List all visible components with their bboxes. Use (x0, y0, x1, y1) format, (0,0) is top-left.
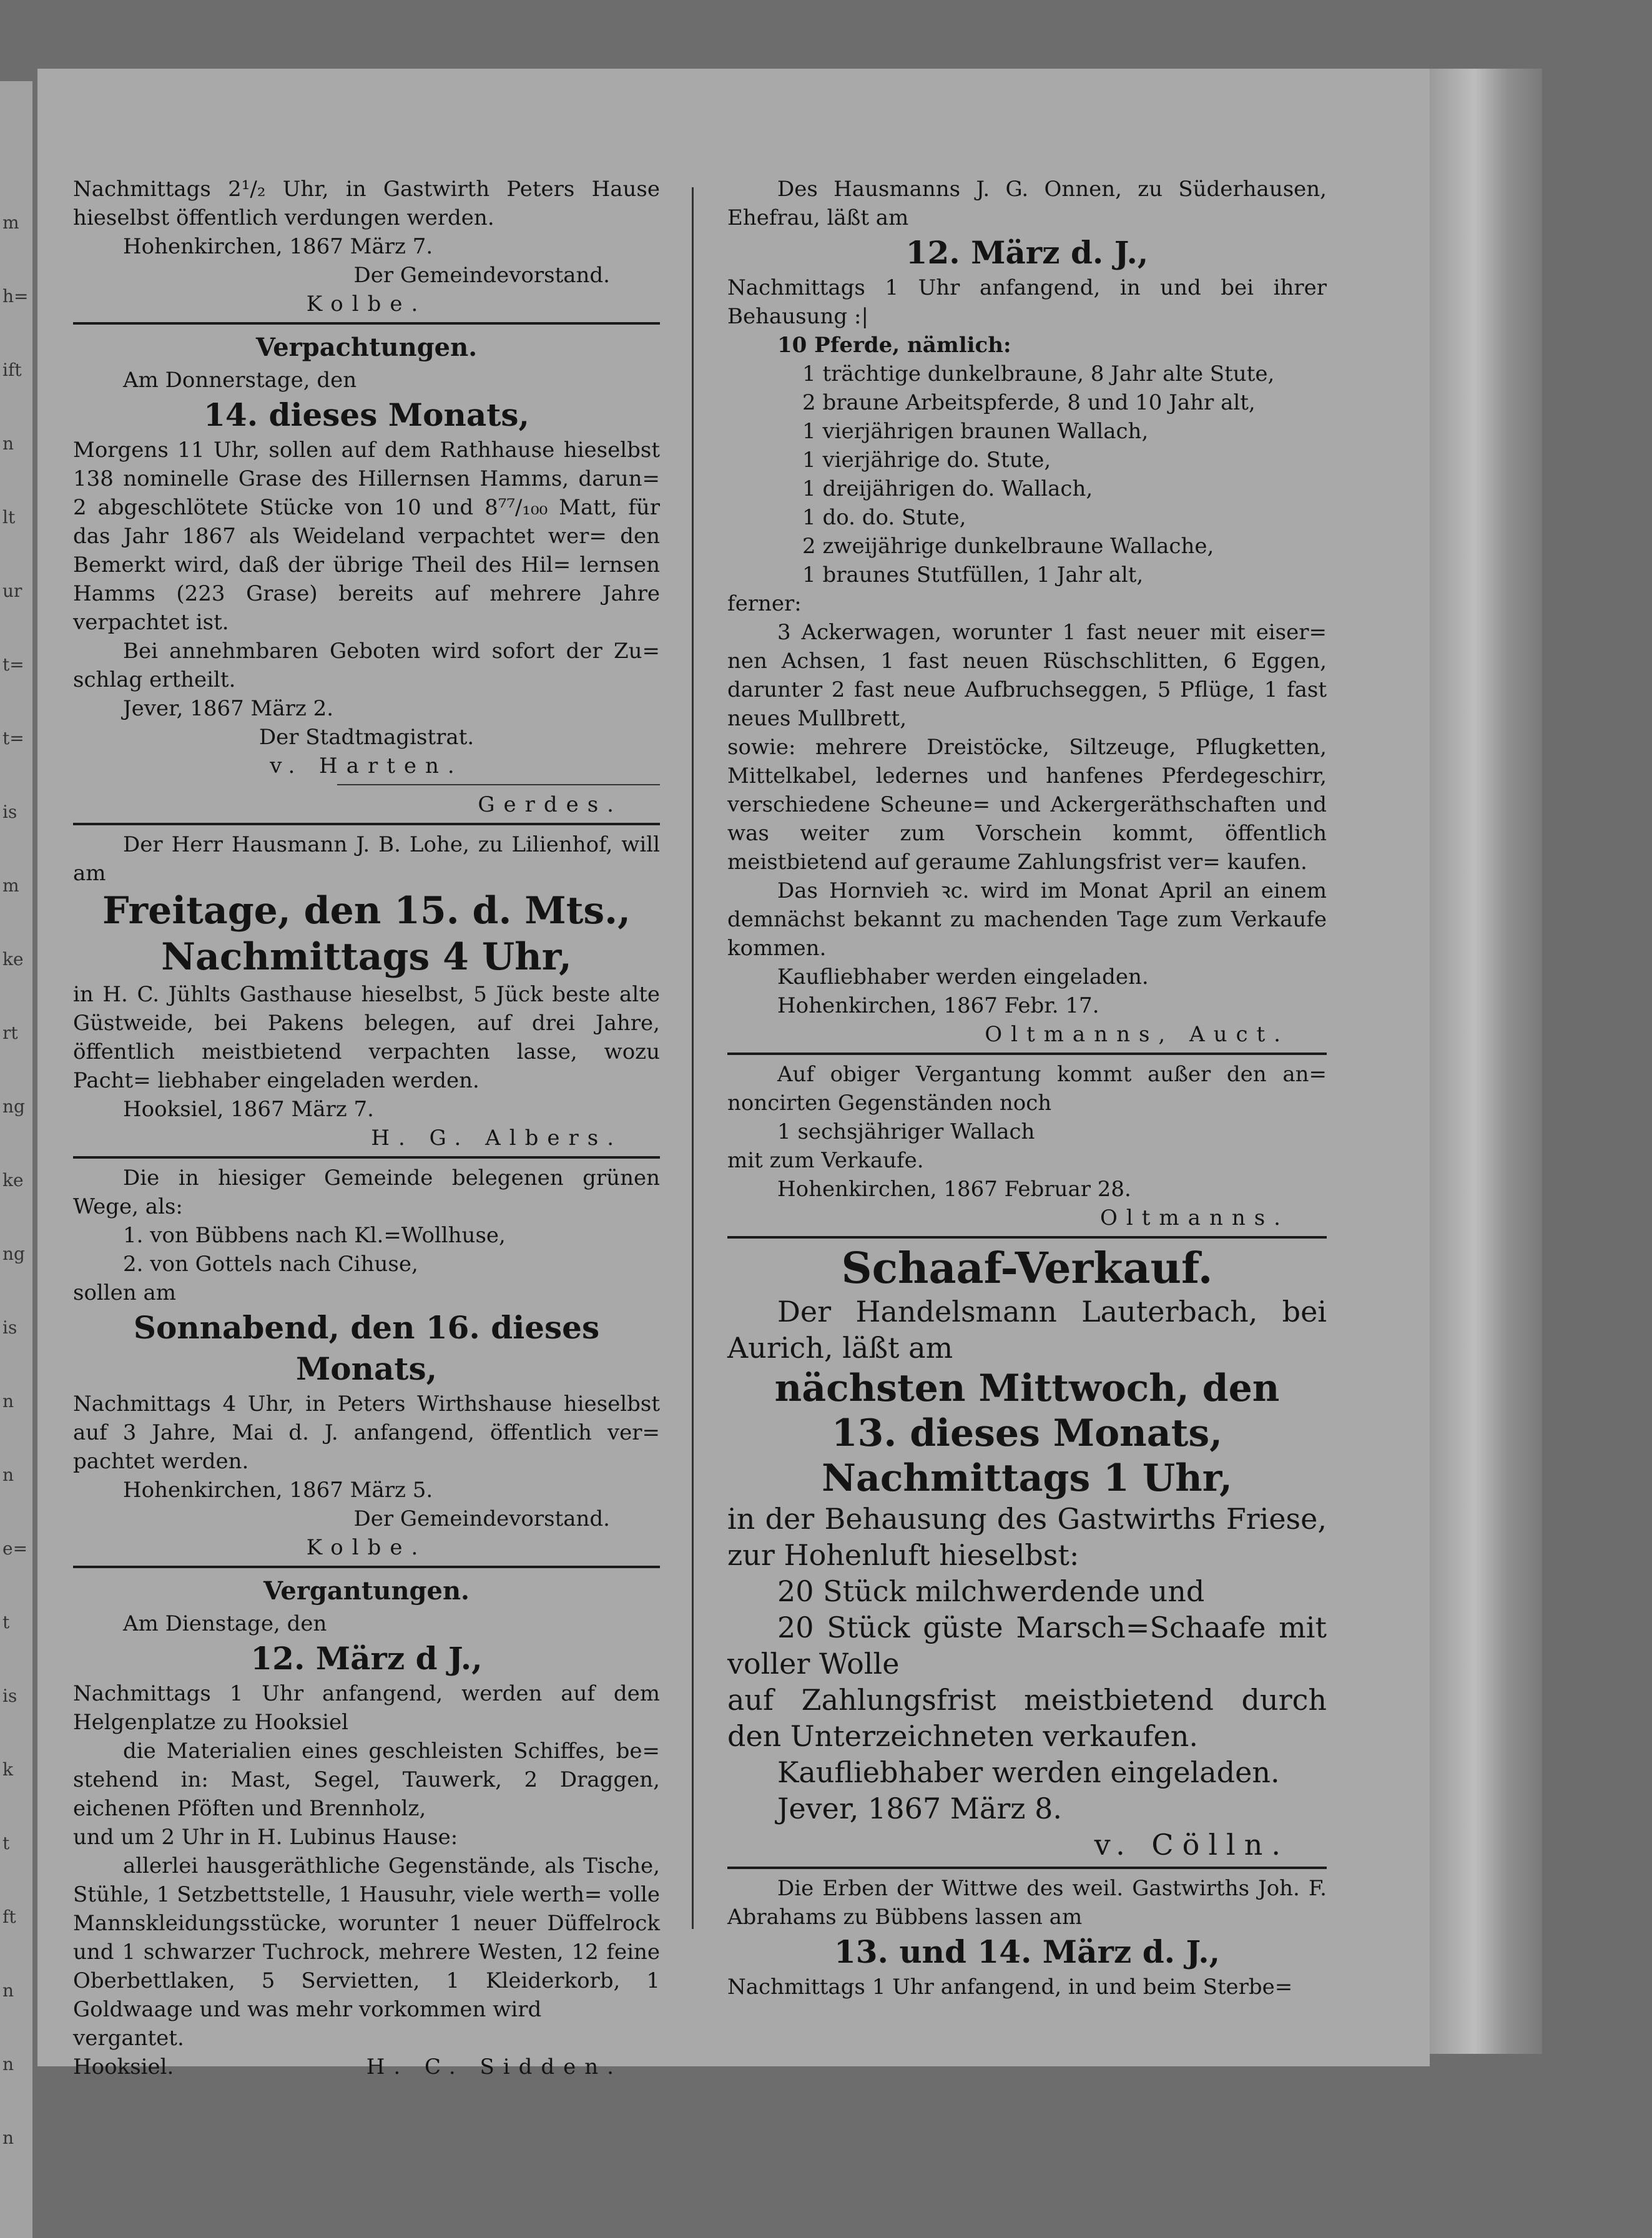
onnen-place: Hohenkirchen, 1867 Febr. 17. (777, 993, 1099, 1018)
schaaf-item2: 20 Stück güste Marsch=Schaafe mit voller Wolle (727, 1611, 1327, 1681)
section-rule (727, 1236, 1327, 1239)
wege-signer: Der Gemeindevorstand. (353, 1506, 610, 1531)
schaaf-body2: auf Zahlungsfrist meistbietend durch den Unterzeichneten verkaufen. (727, 1683, 1327, 1753)
section-rule (73, 1156, 660, 1159)
schaaf-body: in der Behausung des Gastwirths Friese, zur Hohenluft hieselbst: (727, 1502, 1327, 1572)
verp-place: Jever, 1867 März 2. (123, 696, 334, 721)
signature-rule (337, 784, 660, 785)
schaaf-advertisement (727, 1244, 1327, 1863)
margin-fragment: k (2, 1759, 13, 1780)
schaaf-date2: 13. dieses Monats, (831, 1411, 1223, 1455)
margin-fragment: n (2, 1465, 14, 1485)
verg-body: Nachmittags 1 Uhr anfangend, werden auf dem Helgenplatze zu Hooksiel (73, 1681, 660, 1735)
wege-item1: 1. von Bübbens nach Kl.=Wollhuse, (123, 1223, 506, 1248)
schaaf-heading: Schaaf-Verkauf. (841, 1244, 1213, 1293)
verp-intro: Am Donnerstage, den (123, 368, 357, 393)
list-item: 1 braunes Stutfüllen, 1 Jahr alt, (802, 562, 1144, 587)
nachtrag-body: Auf obiger Vergantung kommt außer den an= noncirten Gegenständen noch (727, 1062, 1327, 1116)
list-item: 1 dreijährigen do. Wallach, (802, 476, 1093, 501)
verp-name2: Gerdes. (478, 792, 622, 817)
schaaf-place: Jever, 1867 März 8. (777, 1792, 1063, 1825)
onnen-ferner: ferner: (727, 591, 802, 616)
margin-fragment: is (2, 802, 17, 822)
margin-fragment: ke (2, 949, 24, 969)
nachtrag-item: 1 sechsjähriger Wallach (777, 1119, 1035, 1144)
margin-fragment: e= (2, 1538, 28, 1559)
onnen-ferner-body: 3 Ackerwagen, worunter 1 fast neuer mit eiser= nen Achsen, 1 fast neuen Rüschschlitten, 6 Eggen, darunter 2 fast neue Aufbruchseggen, 5 Pflüge, 1 fast neues Mullbrett, (727, 620, 1327, 731)
onnen-horn: Das Hornvieh ꝛc. wird im Monat April an einem demnächst bekannt zu machenden Tage zum Verkaufe kommen. (727, 878, 1327, 961)
verg-intro: Am Dienstage, den (123, 1611, 327, 1636)
wege-intro: Die in hiesiger Gemeinde belegenen grünen Wege, als: (73, 1166, 660, 1219)
wege-body: Nachmittags 4 Uhr, in Peters Wirthshause hieselbst auf 3 Jahre, Mai d. J. anfangend, öffentlich ver= pachtet werden. (73, 1391, 660, 1474)
verp-body2: Bei annehmbaren Geboten wird sofort der Zu= schlag ertheilt. (73, 639, 660, 692)
lohe-intro: Der Herr Hausmann J. B. Lohe, zu Lilienhof, will am (73, 832, 660, 886)
nachtrag-signer: Oltmanns. (1100, 1205, 1289, 1230)
schaaf-signer: v. Cölln. (1094, 1828, 1289, 1862)
right-column (727, 175, 1327, 2001)
verp-date: 14. dieses Monats, (204, 396, 529, 433)
nachtrag-place: Hohenkirchen, 1867 Februar 28. (777, 1177, 1131, 1202)
wege-item2: 2. von Gottels nach Cihuse, (123, 1252, 418, 1277)
onnen-signer: Oltmanns, Auct. (985, 1022, 1289, 1047)
verp-body: Morgens 11 Uhr, sollen auf dem Rathhause hieselbst 138 nominelle Grase des Hillernsen Hamms, darun= 2 abgeschlötete Stücke von 10 und 8⁷⁷/₁₀₀ Matt, für das Jahr 1867 als Weideland verpachtet wer= den Bemerkt wird, daß der übrige Theil des Hil= lernsen Hamms (223 Grase) bereits auf mehrere Jahre verpachtet ist. (73, 438, 660, 635)
verg-date: 12. März d J., (250, 1640, 483, 1677)
lohe-body: in H. C. Jühlts Gasthause hieselbst, 5 Jück beste alte Güstweide, bei Pakens belegen, auf drei Jahre, öffentlich meistbietend verpachten lasse, wozu Pacht= liebhaber eingeladen werden. (73, 982, 660, 1093)
margin-fragment: t (2, 1612, 10, 1632)
lohe-place: Hooksiel, 1867 März 7. (123, 1097, 374, 1122)
page-edge (1430, 69, 1542, 2054)
margin-fragment: m (2, 875, 19, 896)
wege-name: Kolbe. (306, 1535, 427, 1560)
margin-fragment: n (2, 1391, 14, 1411)
nachtrag-tail: mit zum Verkaufe. (727, 1148, 924, 1173)
margin-fragment: ng (2, 1096, 25, 1117)
top-notice-signer: Der Gemeindevorstand. (353, 263, 610, 288)
margin-fragment: is (2, 1317, 17, 1338)
margin-fragment: t (2, 1833, 10, 1853)
wege-item3: sollen am (73, 1280, 177, 1305)
top-notice-place: Hohenkirchen, 1867 März 7. (123, 234, 433, 259)
verg-body2: die Materialien eines geschleisten Schiffes, be= stehend in: Mast, Segel, Tauwerk, 2 Draggen, eichenen Pföften und Brennholz, (73, 1739, 660, 1821)
section-rule (73, 1566, 660, 1568)
verg-body5: vergantet. (73, 2026, 184, 2051)
column-divider (692, 187, 694, 1929)
onnen-intro: Des Hausmanns J. G. Onnen, zu Süderhausen, Ehefrau, läßt am (727, 177, 1327, 230)
abrahams-intro: Die Erben der Wittwe des weil. Gastwirths Joh. F. Abrahams zu Bübbens lassen am (727, 1876, 1327, 1930)
list-item: 1 vierjährigen braunen Wallach, (802, 419, 1149, 444)
lohe-date1: Freitage, den 15. d. Mts., (102, 889, 631, 933)
horses-list (727, 360, 1327, 589)
margin-fragment: ng (2, 1244, 25, 1264)
list-item: 2 zweijährige dunkelbraune Wallache, (802, 534, 1214, 559)
margin-fragment: ur (2, 581, 22, 601)
margin-fragment: ke (2, 1170, 24, 1190)
margin-fragment: n (2, 2128, 14, 2148)
verg-body4: allerlei hausgeräthliche Gegenstände, als Tische, Stühle, 1 Setzbettstelle, 1 Hausuhr, viele werth= volle Mannskleidungsstücke, worunter 1 neuer Düffelrock und 1 schwarzer Tuchrock, mehrere Westen, 12 feine Oberbettlaken, 5 Servietten, 1 Kleiderkorb, 1 Goldwaage und was mehr vorkommen wird (73, 1853, 660, 2022)
margin-fragment: lt (2, 507, 16, 528)
wege-date: Sonnabend, den 16. dieses Monats, (133, 1309, 600, 1387)
margin-fragment: m (2, 212, 19, 233)
top-notice-name: Kolbe. (306, 292, 427, 317)
onnen-horses-heading: 10 Pferde, nämlich: (777, 333, 1011, 358)
margin-fragment: is (2, 1686, 17, 1706)
verg-place: Hooksiel. (73, 2054, 174, 2079)
lohe-signer: H. G. Albers. (371, 1126, 622, 1151)
schaaf-date3: Nachmittags 1 Uhr, (822, 1456, 1232, 1500)
abrahams-body: Nachmittags 1 Uhr anfangend, in und beim Sterbe= (727, 1975, 1293, 2000)
verp-signer: Der Stadtmagistrat. (258, 725, 474, 750)
schaaf-intro: Der Handelsmann Lauterbach, bei Aurich, läßt am (727, 1295, 1327, 1365)
abrahams-date: 13. und 14. März d. J., (833, 1933, 1221, 1970)
lohe-date2: Nachmittags 4 Uhr, (161, 935, 572, 979)
margin-fragment: n (2, 1980, 14, 2001)
margin-fragment: ft (2, 1907, 16, 1927)
margin-fragment: ift (2, 360, 22, 380)
list-item: 1 do. do. Stute, (802, 505, 966, 530)
list-item: 2 braune Arbeitspferde, 8 und 10 Jahr alt, (802, 390, 1256, 415)
section-rule (727, 1867, 1327, 1869)
margin-fragment: t= (2, 654, 24, 675)
section-rule (727, 1053, 1327, 1055)
adjacent-page-strip (0, 81, 32, 2238)
schaaf-kauf: Kaufliebhaber werden eingeladen. (777, 1755, 1280, 1789)
list-item: 1 trächtige dunkelbraune, 8 Jahr alte Stute, (802, 361, 1275, 386)
verg-footer (73, 2053, 660, 2081)
vergantungen-heading: Vergantungen. (263, 1576, 470, 1606)
margin-fragment: h= (2, 286, 29, 307)
onnen-kauf: Kaufliebhaber werden eingeladen. (777, 964, 1149, 989)
verg-signer: H. C. Sidden. (366, 2054, 622, 2079)
onnen-sowie: sowie: mehrere Dreistöcke, Siltzeuge, Pflugketten, Mittelkabel, ledernes und hanfenes Pferdegeschirr, verschiedene Scheune= und Ackergeräthschaften und was weiter zum Vorschein kommt, öffentlich meistbietend auf geraume Zahlungsfrist ver= kaufen. (727, 735, 1327, 875)
onnen-date: 12. März d. J., (905, 234, 1149, 271)
section-rule (73, 823, 660, 825)
schaaf-date1: nächsten Mittwoch, den (774, 1367, 1280, 1410)
schaaf-item1: 20 Stück milchwerdende und (777, 1574, 1205, 1608)
verpachtungen-heading: Verpachtungen. (255, 333, 478, 362)
list-item: 1 vierjährige do. Stute, (802, 448, 1051, 473)
verp-name1: v. Harten. (270, 753, 463, 778)
margin-fragment: t= (2, 728, 24, 748)
wege-place: Hohenkirchen, 1867 März 5. (123, 1478, 433, 1503)
margin-fragment: rt (2, 1023, 18, 1043)
onnen-body: Nachmittags 1 Uhr anfangend, in und bei ihrer Behausung :| (727, 275, 1327, 329)
top-notice-text: Nachmittags 2¹/₂ Uhr, in Gastwirth Peters Hause hieselbst öffentlich verdungen werden. (73, 177, 660, 230)
margin-fragment: n (2, 433, 14, 454)
margin-fragment: n (2, 2054, 14, 2074)
verg-body3: und um 2 Uhr in H. Lubinus Hause: (73, 1825, 458, 1850)
left-column (73, 175, 660, 2081)
section-rule (73, 322, 660, 325)
